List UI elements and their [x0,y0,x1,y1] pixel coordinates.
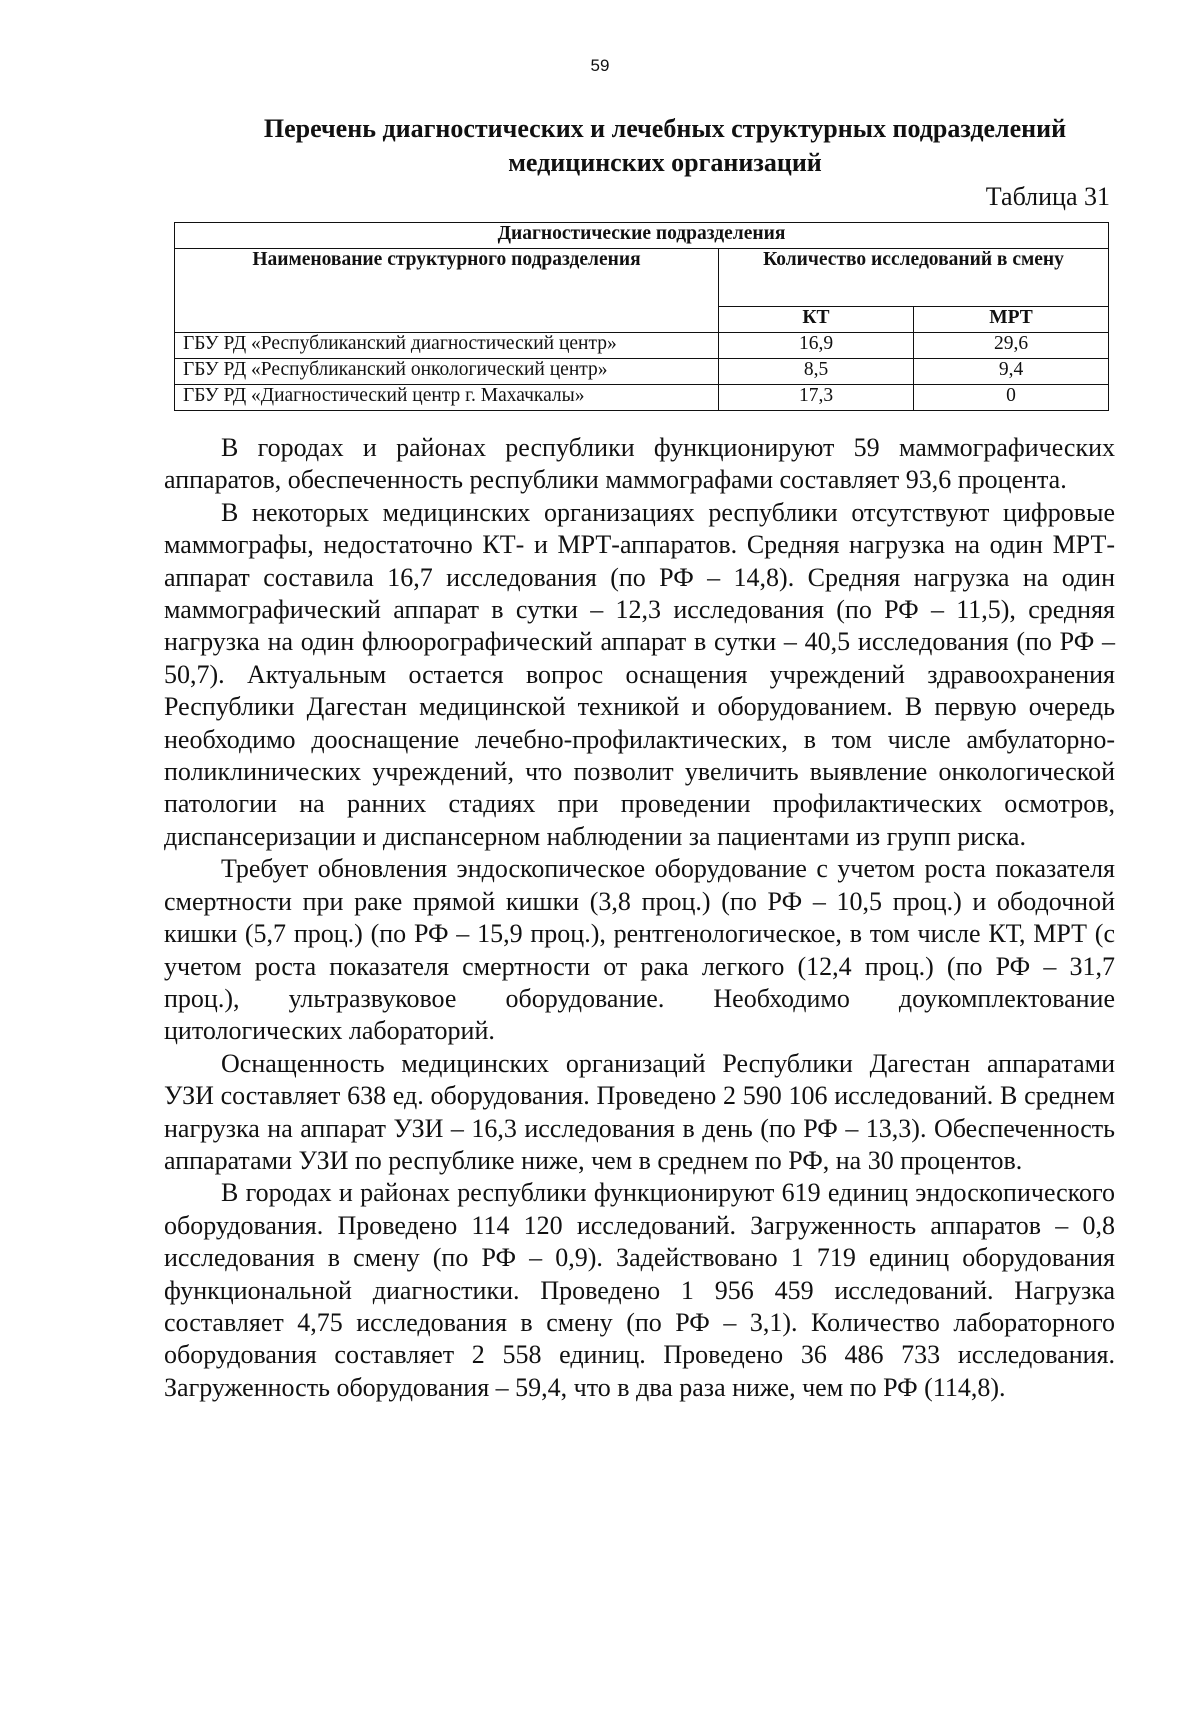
table-label: Таблица 31 [985,182,1110,211]
row-mrt-value: 9,4 [914,359,1109,385]
row-name: ГБУ РД «Республиканский диагностический центр» [175,333,719,359]
row-mrt-value: 29,6 [914,333,1109,359]
subheader-mrt: МРТ [914,307,1109,333]
col-name-header: Наименование структурного подразделения [175,249,719,333]
row-name: ГБУ РД «Республиканский онкологический центр» [175,359,719,385]
paragraph-equipment-load: В некоторых медицинских организациях республики отсутствуют цифровые маммографы, недостаточно КТ- и МРТ-аппаратов. Средняя нагрузка на один МРТ-аппарат составила 16,7 исследования (по РФ – 14,8). Средняя нагрузка на один маммографический аппарат в сутки – 12,3 исследования (по РФ – 11,5), средняя нагрузка на один флюорографический аппарат в сутки – 40,5 исследования (по РФ – 50,7). Актуальным остается вопрос оснащения учреждений здравоохранения Республики Дагестан медицинской техникой и оборудованием. В первую очередь необходимо дооснащение лечебно-профилактических, в том числе амбулаторно-поликлинических учреждений, что позволит увеличить выявление онкологической патологии на ранних стадиях при проведении профилактических осмотров, диспансеризации и диспансерном наблюдении за пациентами из групп риска. [164,497,1115,851]
paragraph-endoscopy-update: Требует обновления эндоскопическое оборудование с учетом роста показателя смертности при раке прямой кишки (3,8 проц.) (по РФ – 10,5 проц.) и ободочной кишки (5,7 проц.) (по РФ – 15,9 проц.), рентгенологическое, в том числе КТ, МРТ (с учетом роста показателя смертности от рака легкого (12,4 проц.) (по РФ – 31,7 проц.), ультразвуковое оборудование. Необходимо доукомплектование цитологических лабораторий. [164,854,1115,1046]
table-section-header-row [175,223,1109,249]
paragraph-mammography: В городах и районах республики функционируют 59 маммографических аппаратов, обеспеченность республики маммографами составляет 93,6 процента. [164,433,1115,495]
paragraph-endoscopy-lab: В городах и районах республики функционируют 619 единиц эндоскопического оборудования. Проведено 114 120 исследований. Загруженность аппаратов – 0,8 исследования в смену (по РФ – 0,9). Задействовано 1 719 единиц оборудования функциональной диагностики. Проведено 1 956 459 исследований. Нагрузка составляет 4,75 исследования в смену (по РФ – 3,1). Количество лабораторного оборудования составляет 2 558 единиц. Проведено 36 486 733 исследования. Загруженность оборудования – 59,4, что в два раза ниже, чем по РФ (114,8). [164,1178,1115,1402]
row-mrt-value: 0 [914,385,1109,411]
row-kt-value: 8,5 [719,359,914,385]
title-line-2: медицинских организаций [508,148,822,177]
page-number: 59 [590,56,610,75]
row-name: ГБУ РД «Диагностический центр г. Махачкалы» [175,385,719,411]
row-kt-value: 16,9 [719,333,914,359]
table-row [175,359,1109,385]
table-row [175,333,1109,359]
table-section-header: Диагностические подразделения [175,223,1109,249]
row-kt-value: 17,3 [719,385,914,411]
table-row [175,385,1109,411]
title-line-1: Перечень диагностических и лечебных структурных подразделений [263,114,1067,143]
body-text [164,432,1115,1404]
table-column-header-row [175,249,1109,307]
paragraph-ultrasound: Оснащенность медицинских организаций Республики Дагестан аппаратами УЗИ составляет 638 ед. оборудования. Проведено 2 590 106 исследований. В среднем нагрузка на аппарат УЗИ – 16,3 исследования в день (по РФ – 13,3). Обеспеченность аппаратами УЗИ по республике ниже, чем в среднем по РФ, на 30 процентов. [164,1048,1115,1175]
col-count-header: Количество исследований в смену [719,249,1109,307]
page-title [200,112,1130,180]
diagnostic-units-table [174,222,1109,411]
subheader-kt: КТ [719,307,914,333]
